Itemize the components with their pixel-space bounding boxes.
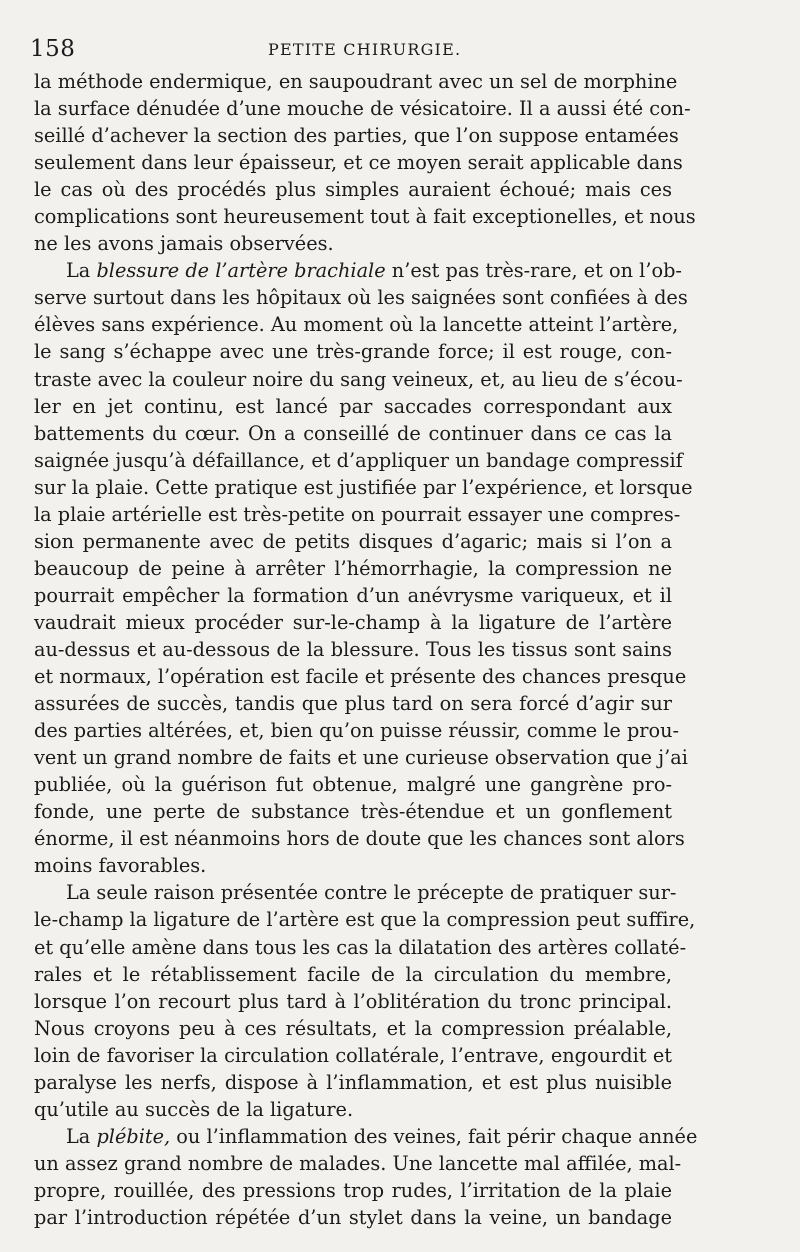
text-line: énorme, il est néanmoins hors de doute que les chances sont alors <box>34 827 685 851</box>
text-line: serve surtout dans les hôpitaux où les saignées sont confiées à des <box>34 286 688 310</box>
text-line: ne les avons jamais observées. <box>34 232 334 256</box>
text-line: des parties altérées, et, bien qu’on puisse réussir, comme le prou- <box>34 719 680 743</box>
italic-term: plébite, <box>96 1124 171 1148</box>
text-line: pourrait empêcher la formation d’un anévrysme variqueux, et il <box>34 583 672 607</box>
text-line: au-dessus et au-dessous de la blessure. Tous les tissus sont sains <box>34 637 672 661</box>
text-line: fonde, une perte de substance très-étendue et un gonflement <box>34 800 672 824</box>
text-line: la méthode endermique, en saupoudrant avec un sel de morphine <box>34 70 678 93</box>
text-line: sur la plaie. Cette pratique est justifiée par l’expérience, et lorsque <box>34 475 693 499</box>
text-line: qu’utile au succès de la ligature. <box>34 1097 354 1121</box>
text-line: beaucoup de peine à arrêter l’hémorrhagie, la compression ne <box>34 556 672 580</box>
text-line: traste avec la couleur noire du sang veineux, et, au lieu de s’écou- <box>34 367 683 391</box>
text-line: seillé d’achever la section des parties, que l’on suppose entamées <box>34 124 679 148</box>
body-text <box>34 68 698 1231</box>
paragraph-start-line: La seule raison présentée contre le précepte de pratiquer sur- <box>66 881 677 905</box>
text-fragment: n’est pas très-rare, et on l’ob- <box>385 259 682 283</box>
text-line: vaudrait mieux procéder sur-le-champ à la ligature de l’artère <box>34 610 672 634</box>
text-line: loin de favoriser la circulation collatérale, l’entrave, engourdit et <box>34 1043 672 1067</box>
text-line: paralyse les nerfs, dispose à l’inflammation, et est plus nuisible <box>34 1070 672 1094</box>
text-line: ler en jet continu, est lancé par saccades correspondant aux <box>34 394 672 418</box>
text-line: le-champ la ligature de l’artère est que la compression peut suffire, <box>34 908 696 932</box>
paragraph-start-line <box>34 1123 698 1150</box>
italic-term: blessure de l’artère brachiale <box>96 259 386 283</box>
text-line: le cas où des procédés plus simples auraient échoué; mais ces <box>34 178 672 202</box>
text-line: rales et le rétablissement facile de la circulation du membre, <box>34 962 672 986</box>
text-line: la plaie artérielle est très-petite on pourrait essayer une compres- <box>34 502 681 526</box>
text-line: lorsque l’on recourt plus tard à l’oblitération du tronc principal. <box>34 989 672 1013</box>
text-line: complications sont heureusement tout à fait exceptionelles, et nous <box>34 205 696 229</box>
text-line: le sang s’échappe avec une très-grande force; il est rouge, con- <box>34 340 672 364</box>
running-head: PETITE CHIRURGIE. <box>268 40 462 59</box>
text-line: publiée, où la guérison fut obtenue, malgré une gangrène pro- <box>34 773 672 797</box>
page-header <box>30 36 680 64</box>
paragraph-start-line <box>34 257 682 284</box>
text-line: battements du cœur. On a conseillé de continuer dans ce cas la <box>34 421 672 445</box>
text-line: moins favorables. <box>34 854 207 878</box>
text-fragment: La <box>66 259 97 283</box>
text-line: élèves sans expérience. Au moment où la lancette atteint l’artère, <box>34 313 679 337</box>
text-line: et qu’elle amène dans tous les cas la dilatation des artères collaté- <box>34 935 687 959</box>
text-line: la surface dénudée d’une mouche de vésicatoire. Il a aussi été con- <box>34 97 691 121</box>
text-line: Nous croyons peu à ces résultats, et la compression préalable, <box>34 1016 672 1040</box>
text-line: saignée jusqu’à défaillance, et d’appliquer un bandage compressif <box>34 448 683 472</box>
text-line: un assez grand nombre de malades. Une lancette mal affilée, mal- <box>34 1151 682 1175</box>
text-line: vent un grand nombre de faits et une curieuse observation que j’ai <box>34 746 688 770</box>
text-line: seulement dans leur épaisseur, et ce moyen serait applicable dans <box>34 151 683 175</box>
text-line: par l’introduction répétée d’un stylet dans la veine, un bandage <box>34 1205 672 1229</box>
text-fragment: ou l’inflammation des veines, fait périr chaque année <box>170 1124 698 1148</box>
text-line: et normaux, l’opération est facile et présente des chances presque <box>34 665 687 689</box>
text-line: assurées de succès, tandis que plus tard on sera forcé d’agir sur <box>34 692 672 716</box>
text-fragment: La <box>66 1124 97 1148</box>
text-line: propre, rouillée, des pressions trop rudes, l’irritation de la plaie <box>34 1178 672 1202</box>
text-line: sion permanente avec de petits disques d’agaric; mais si l’on a <box>34 529 672 553</box>
page-number: 158 <box>30 36 76 62</box>
